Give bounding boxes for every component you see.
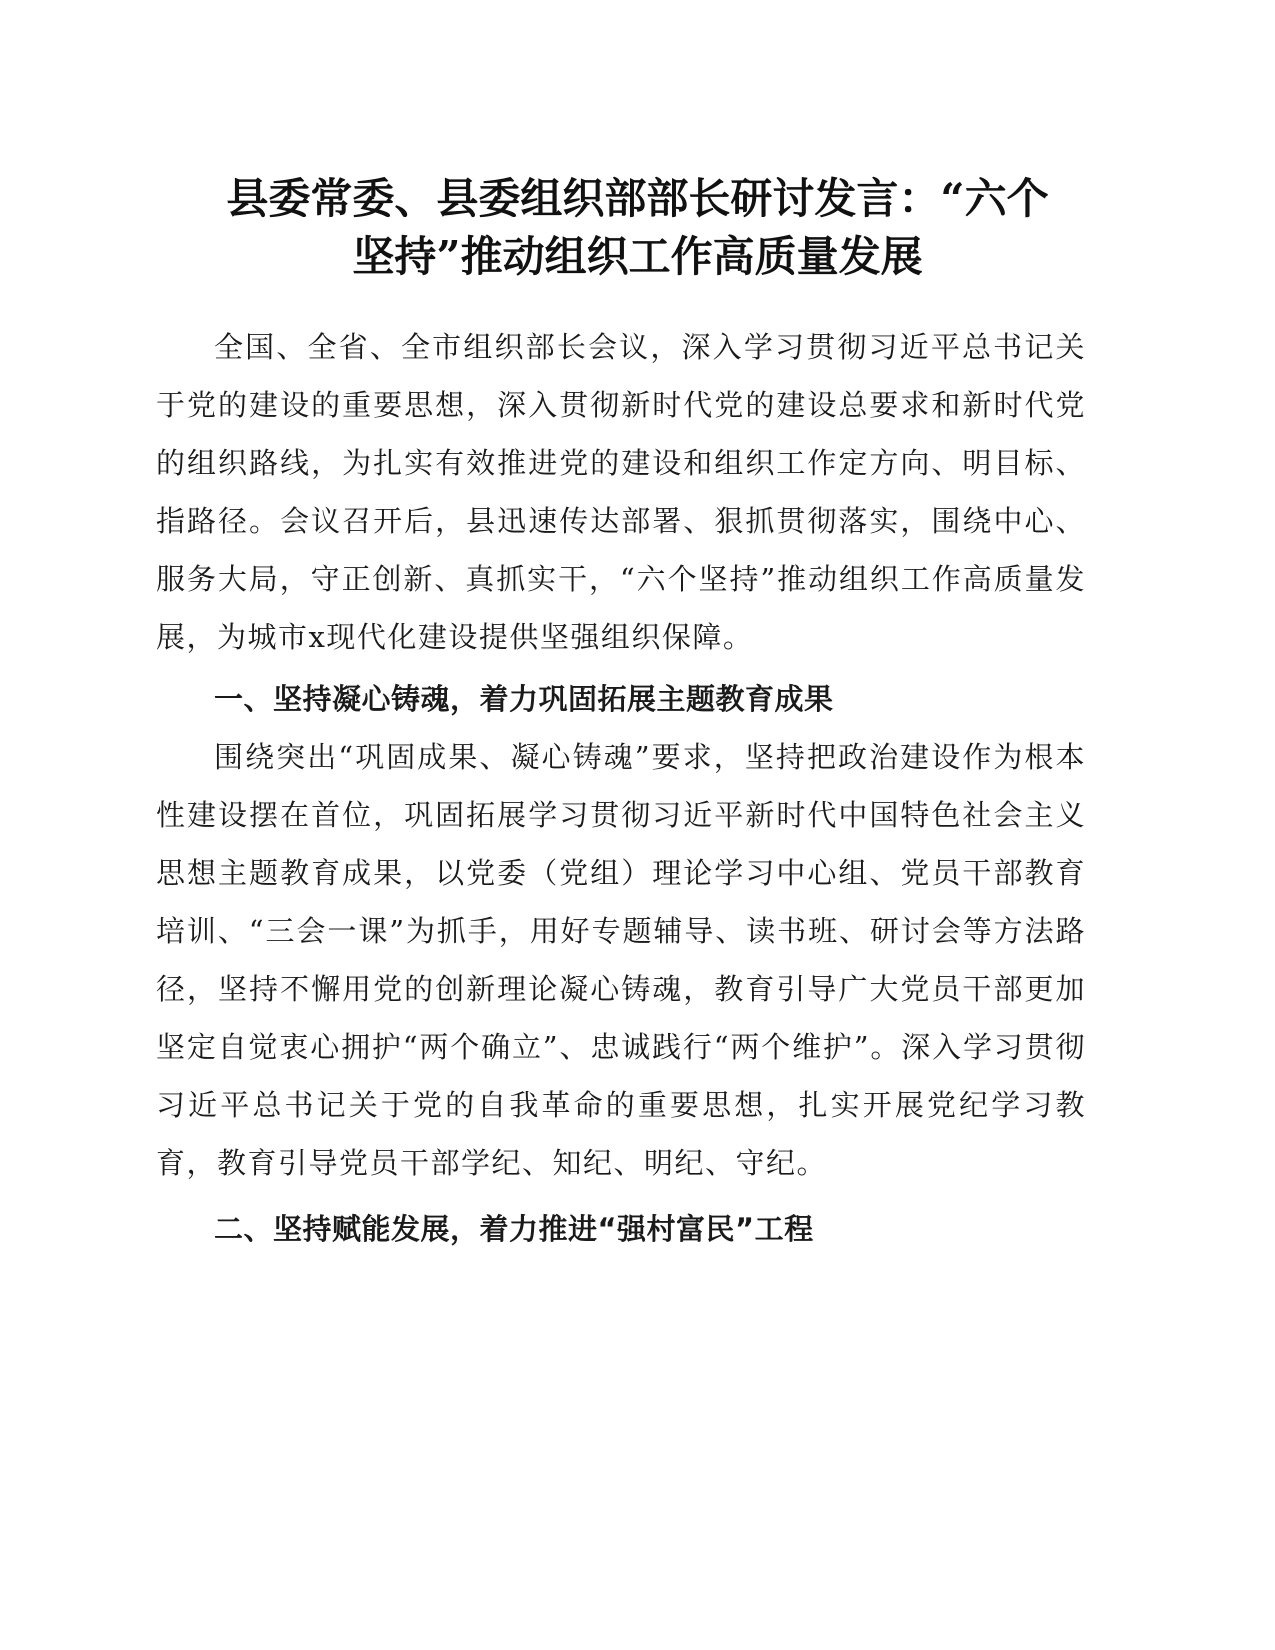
section-heading-2: 二、坚持赋能发展，着力推进“强村富民”工程	[214, 1212, 814, 1246]
section-heading-1: 一、坚持凝心铸魂，着力巩固拓展主题教育成果	[214, 682, 834, 716]
document-body	[156, 318, 1086, 1258]
title-line-2: 坚持”推动组织工作高质量发展	[352, 232, 923, 281]
document-title	[160, 170, 1115, 286]
title-line-1: 县委常委、县委组织部部长研讨发言：“六个	[226, 174, 1049, 223]
section-1-paragraph: 围绕突出“巩固成果、凝心铸魂”要求，坚持把政治建设作为根本性建设摆在首位，巩固拓展学习贯彻习近平新时代中国特色社会主义思想主题教育成果，以党委（党组）理论学习中心组、党员干部教育培训、“三会一课”为抓手，用好专题辅导、读书班、研讨会等方法路径，坚持不懈用党的创新理论凝心铸魂，教育引导广大党员干部更加坚定自觉衷心拥护“两个确立”、忠诚践行“两个维护”。深入学习贯彻习近平总书记关于党的自我革命的重要思想，扎实开展党纪学习教育，教育引导党员干部学纪、知纪、明纪、守纪。	[156, 740, 1086, 1180]
intro-paragraph: 全国、全省、全市组织部长会议，深入学习贯彻习近平总书记关于党的建设的重要思想，深入贯彻新时代党的建设总要求和新时代党的组织路线，为扎实有效推进党的建设和组织工作定方向、明目标、指路径。会议召开后，县迅速传达部署、狠抓贯彻落实，围绕中心、服务大局，守正创新、真抓实干，“六个坚持”推动组织工作高质量发展，为城市x现代化建设提供坚强组织保障。	[156, 330, 1086, 654]
